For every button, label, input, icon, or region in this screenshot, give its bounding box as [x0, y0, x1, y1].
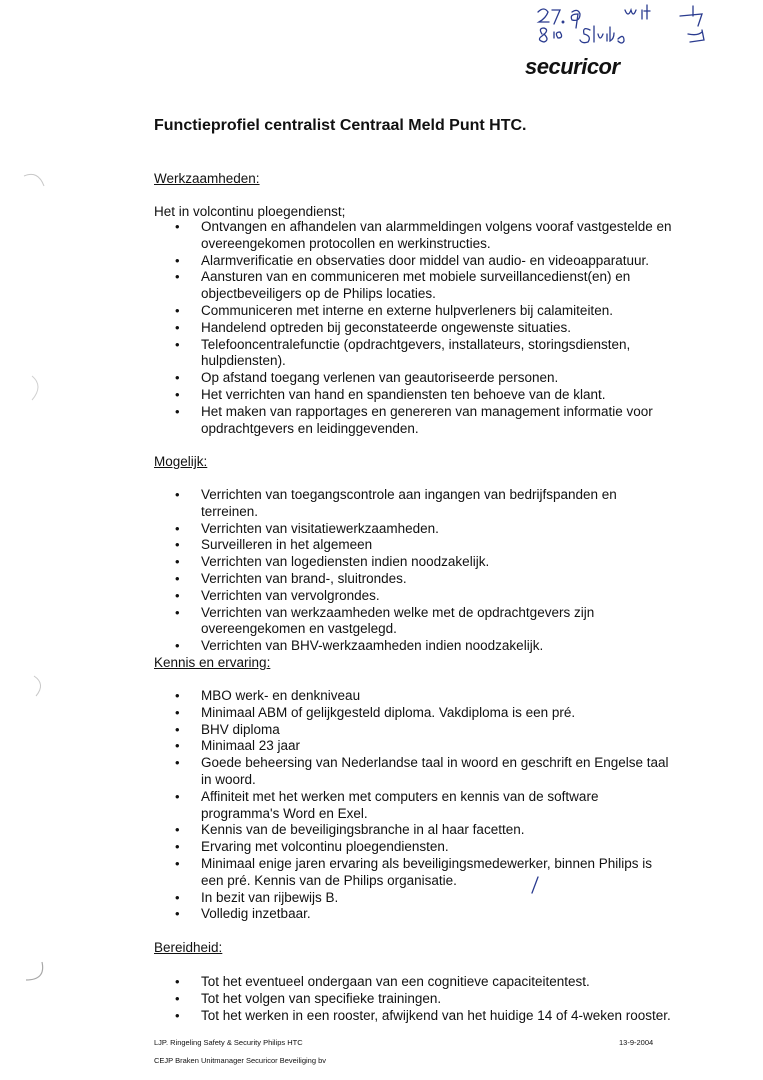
page-title: Functieprofiel centralist Centraal Meld Punt HTC. [154, 117, 527, 134]
list-item: • Verrichten van brand-, sluitrondes. [154, 571, 674, 588]
list-item: • Verrichten van toegangscontrole aan ingangen van bedrijfspanden en terreinen. [154, 487, 674, 521]
list-item: • Op afstand toegang verlenen van geautoriseerde personen. [154, 370, 674, 387]
list-item: • Alarmverificatie en observaties door middel van audio- en videoapparatuur. [154, 253, 674, 270]
list-item: • Handelend optreden bij geconstateerde ongewenste situaties. [154, 320, 674, 337]
list-item: • BHV diploma [154, 722, 674, 739]
footer-date: 13-9-2004 [619, 1038, 654, 1047]
heading-mogelijk: Mogelijk: [154, 454, 208, 469]
list-item: • Aansturen van en communiceren met mobiele surveillancedienst(en) en objectbeveiligers op de Philips locaties. [154, 269, 674, 303]
punch-hole-mark-lower [30, 672, 52, 702]
footer-author-line-2: CEJP Braken Unitmanager Securicor Beveiliging bv [154, 1056, 327, 1065]
list-bereidheid [154, 974, 674, 1024]
punch-hole-mark-top [20, 168, 50, 196]
heading-kennis-en-ervaring: Kennis en ervaring: [154, 655, 271, 670]
list-item: • Minimaal ABM of gelijkgesteld diploma. Vakdiploma is een pré. [154, 705, 674, 722]
list-werkzaamheden [154, 219, 674, 437]
list-item: • Minimaal enige jaren ervaring als beveiligingsmedewerker, binnen Philips is een pré. Kennis van de Philips organisatie. [154, 856, 674, 890]
list-item: • Het maken van rapportages en genereren van management informatie voor opdrachtgevers en leidinggevenden. [154, 404, 674, 438]
list-item: • Tot het werken in een rooster, afwijkend van het huidige 14 of 4-weken rooster. [154, 1008, 674, 1025]
list-item: • Verrichten van logediensten indien noodzakelijk. [154, 554, 674, 571]
list-item: • Verrichten van BHV-werkzaamheden indien noodzakelijk. [154, 638, 674, 655]
list-item: • Affiniteit met het werken met computers en kennis van de software programma's Word en Exel. [154, 789, 674, 823]
list-item: • Kennis van de beveiligingsbranche in al haar facetten. [154, 822, 674, 839]
list-kennis-en-ervaring [154, 688, 674, 923]
list-mogelijk [154, 487, 674, 655]
list-item: • Goede beheersing van Nederlandse taal in woord en geschrift en Engelse taal in woord. [154, 755, 674, 789]
list-item: • In bezit van rijbewijs B. [154, 890, 674, 907]
list-item: • Verrichten van werkzaamheden welke met de opdrachtgevers zijn overeengekomen en vastgelegd. [154, 605, 674, 639]
footer-author-line-1: LJP. Ringeling Safety & Security Philips HTC [154, 1038, 303, 1047]
list-item: • Tot het volgen van specifieke trainingen. [154, 991, 674, 1008]
list-item: • Verrichten van vervolgrondes. [154, 588, 674, 605]
punch-hole-mark-bottom [22, 958, 48, 988]
securicor-logo: securicor [525, 54, 620, 79]
punch-hole-mark-middle [28, 374, 50, 404]
list-item: • Communiceren met interne en externe hulpverleners bij calamiteiten. [154, 303, 674, 320]
list-item: • Telefooncentralefunctie (opdrachtgevers, installateurs, storingsdiensten, hulpdiensten). [154, 337, 674, 371]
list-item: • MBO werk- en denkniveau [154, 688, 674, 705]
heading-werkzaamheden: Werkzaamheden: [154, 171, 260, 186]
list-item: • Ontvangen en afhandelen van alarmmeldingen volgens vooraf vastgestelde en overeengekomen protocollen en werkinstructies. [154, 219, 674, 253]
list-item: • Ervaring met volcontinu ploegendiensten. [154, 839, 674, 856]
list-item: • Surveilleren in het algemeen [154, 537, 674, 554]
pen-tick-mark [528, 875, 542, 895]
list-item: • Volledig inzetbaar. [154, 906, 674, 923]
list-item: • Minimaal 23 jaar [154, 738, 674, 755]
list-item: • Tot het eventueel ondergaan van een cognitieve capaciteitentest. [154, 974, 674, 991]
heading-bereidheid: Bereidheid: [154, 940, 223, 955]
list-item: • Verrichten van visitatiewerkzaamheden. [154, 521, 674, 538]
list-item: • Het verrichten van hand en spandiensten ten behoeve van de klant. [154, 387, 674, 404]
handwritten-note [530, 2, 730, 52]
intro-werkzaamheden: Het in volcontinu ploegendienst; [154, 204, 346, 219]
